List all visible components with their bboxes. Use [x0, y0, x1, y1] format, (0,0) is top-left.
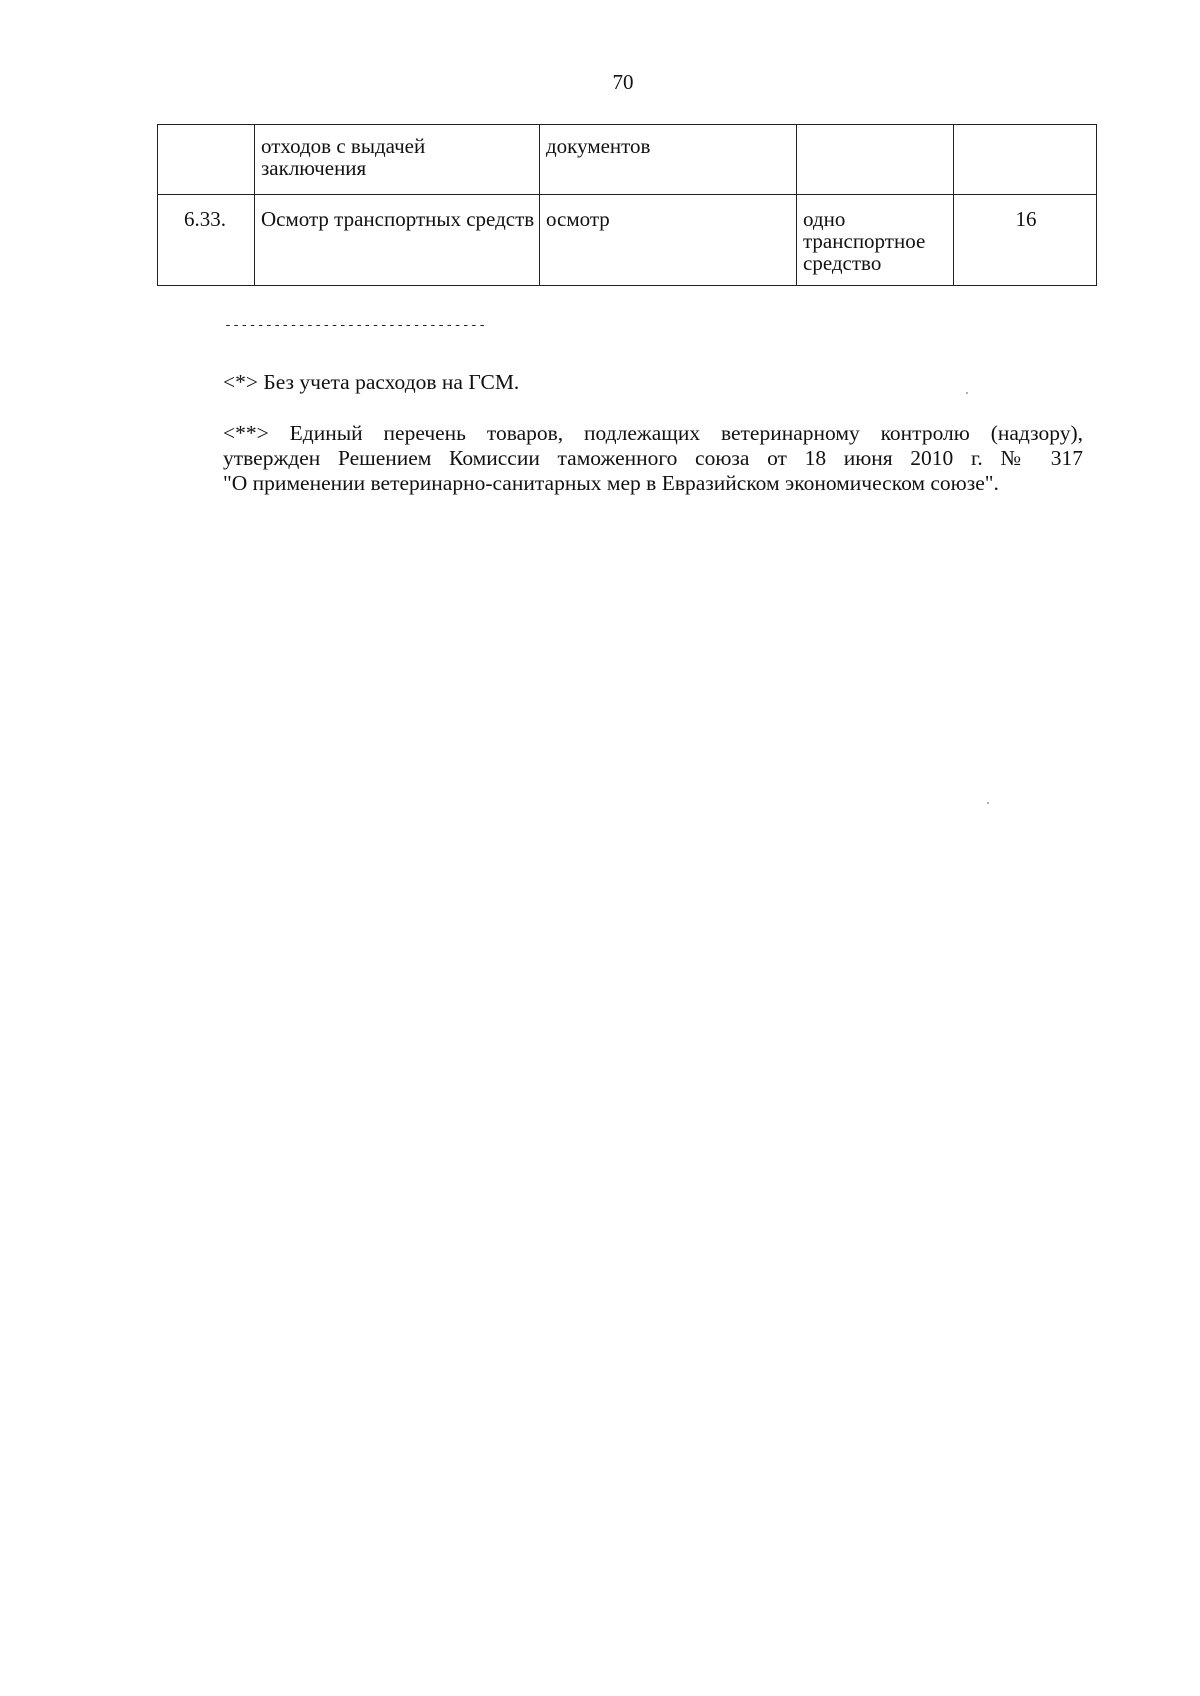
work-type-cell: осмотр: [540, 195, 797, 286]
footnote-veterinary-list: [173, 421, 1083, 496]
table-row: [158, 125, 1097, 195]
footnote-line: утвержден Решением Комиссии таможенного союза от 18 июня 2010 г. № 317: [223, 446, 1083, 470]
row-number-cell: 6.33.: [158, 195, 255, 286]
table-row: [158, 195, 1097, 286]
price-cell: 16: [954, 195, 1097, 286]
tariff-table: [157, 124, 1097, 286]
scan-speck: [966, 392, 968, 394]
footnote-line: "О применении ветеринарно-санитарных мер в Евразийском экономическом союзе".: [223, 471, 999, 495]
unit-cell: [797, 125, 954, 195]
service-name-cell: отходов с выдачей заключения: [255, 125, 540, 195]
service-name-cell: Осмотр транспортных средств: [255, 195, 540, 286]
work-type-cell: документов: [540, 125, 797, 195]
page-number: 70: [612, 70, 634, 94]
scan-speck: [987, 802, 989, 804]
unit-cell: одно транспортное средство: [797, 195, 954, 286]
footnote-fuel: <*> Без учета расходов на ГСМ.: [223, 370, 520, 394]
footnote-separator: --------------------------------: [224, 318, 487, 333]
row-number-cell: [158, 125, 255, 195]
price-cell: [954, 125, 1097, 195]
footnote-line: <**> Единый перечень товаров, подлежащих ветеринарному контролю (надзору),: [223, 421, 1083, 445]
